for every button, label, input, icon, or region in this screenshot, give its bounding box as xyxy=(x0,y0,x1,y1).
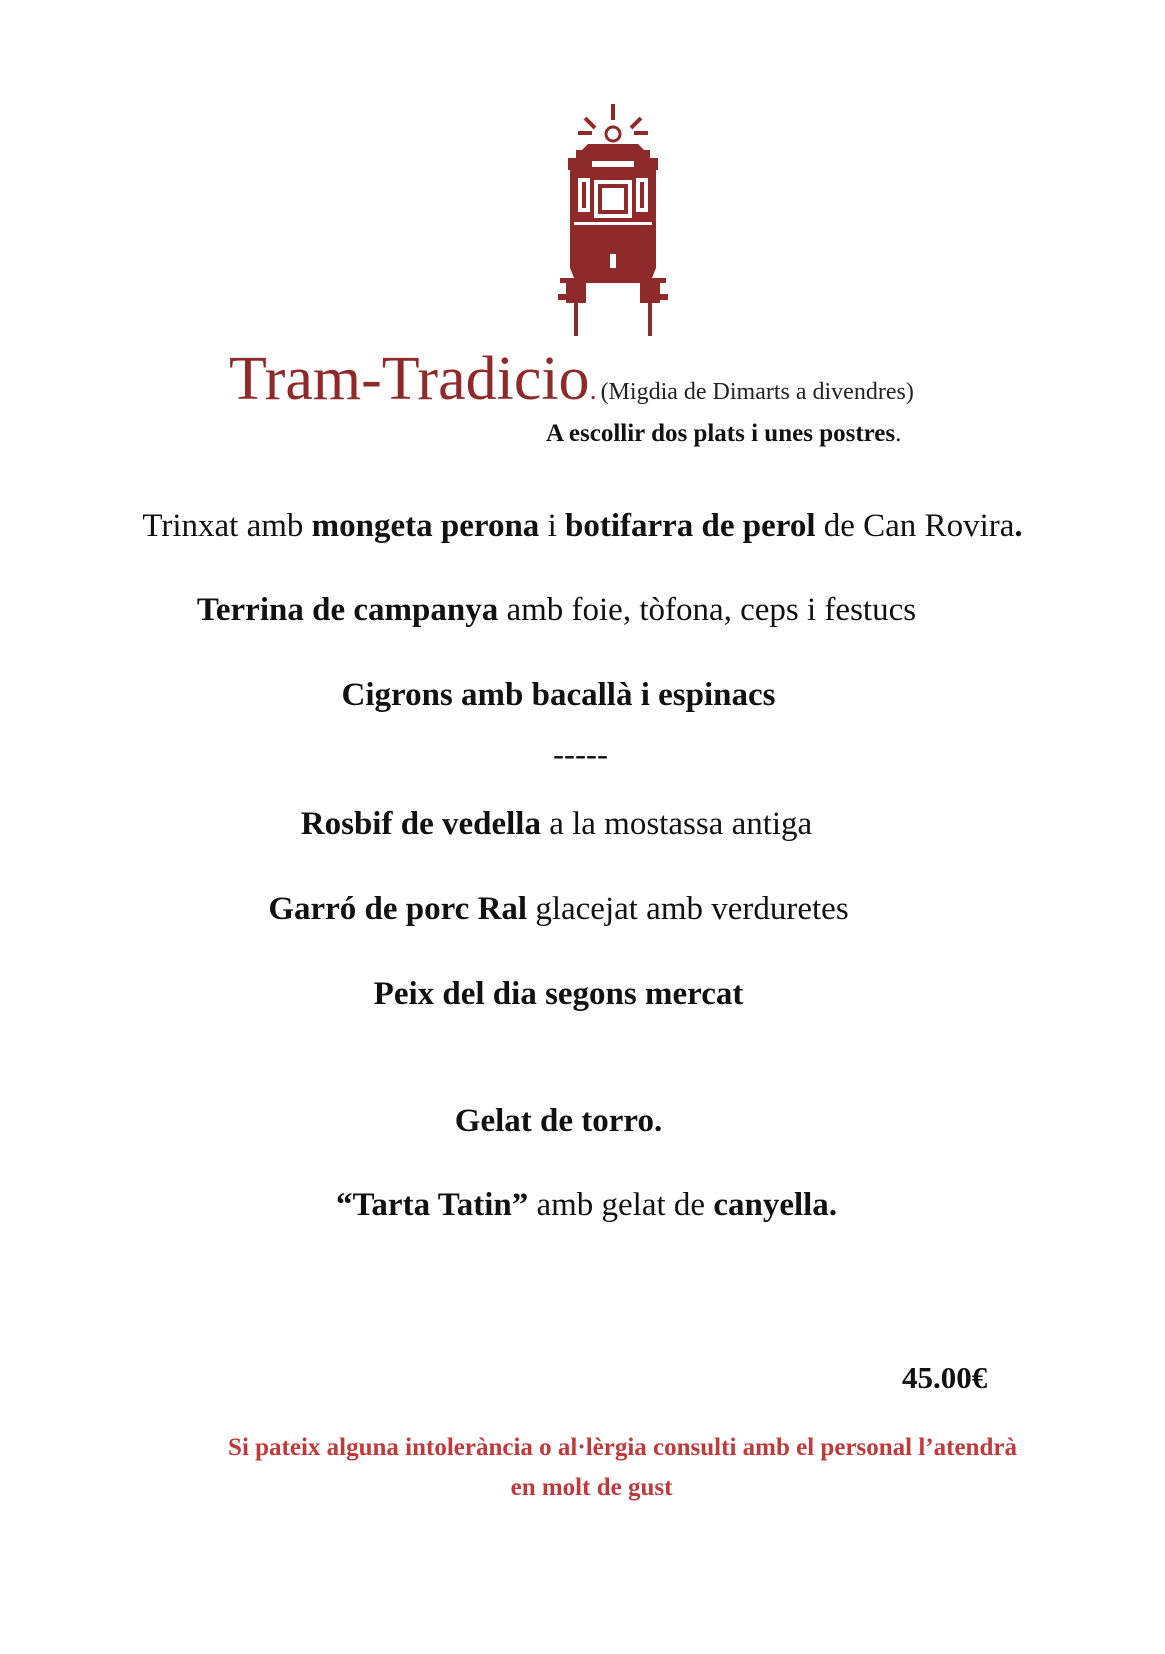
dish-text: glacejat amb verduretes xyxy=(527,891,849,927)
schedule-note: (Migdia de Dimarts a divendres) xyxy=(600,379,914,405)
instructions-dot: . xyxy=(895,420,902,447)
dish-bold: Cigrons amb bacallà i espinacs xyxy=(341,677,776,713)
dish-bold: Terrina de campanya xyxy=(196,592,499,628)
dish-text: i xyxy=(539,508,565,544)
main-item xyxy=(0,976,1141,1013)
dish-bold: Garró de porc Ral xyxy=(268,891,528,927)
starter-item xyxy=(0,592,1139,629)
dessert-item xyxy=(0,1103,1141,1140)
menu-title xyxy=(229,344,914,415)
tram-icon xyxy=(548,104,678,336)
dish-bold: Gelat de torro. xyxy=(454,1103,663,1139)
allergy-line: Si pateix alguna intolerància o al·lèrgia consulti amb el personal l’atendrà xyxy=(228,1434,1017,1461)
dish-bold: Peix del dia segons mercat xyxy=(373,976,744,1012)
title-dot: . xyxy=(589,375,597,406)
dish-text: amb foie, tòfona, ceps i festucs xyxy=(498,592,917,628)
dish-text: Trinxat amb xyxy=(142,508,312,544)
starter-item xyxy=(0,508,1165,545)
main-item xyxy=(0,891,1141,928)
starter-item xyxy=(0,677,1141,714)
menu-price: 45.00€ xyxy=(902,1360,988,1395)
menu-instructions xyxy=(546,420,901,448)
dessert-item xyxy=(4,1187,1165,1224)
dish-bold: . xyxy=(1014,508,1023,544)
dish-bold: “Tarta Tatin” xyxy=(335,1187,529,1223)
instructions-text: A escollir dos plats i unes postres xyxy=(546,420,896,447)
dish-bold: mongeta perona xyxy=(311,508,540,544)
allergy-notice xyxy=(40,1428,1165,1508)
dish-bold: Rosbif de vedella xyxy=(300,806,541,842)
title-text: Tram-Tradicio xyxy=(229,345,590,413)
allergy-line: en molt de gust xyxy=(510,1474,673,1501)
dish-bold: canyella. xyxy=(713,1187,838,1223)
dish-text: de Can Rovira xyxy=(815,508,1015,544)
course-separator: ----- xyxy=(553,737,608,773)
dish-bold: botifarra de perol xyxy=(564,508,816,544)
main-item xyxy=(0,806,1139,843)
dish-text: a la mostassa antiga xyxy=(540,806,813,842)
dish-text: amb gelat de xyxy=(528,1187,714,1223)
